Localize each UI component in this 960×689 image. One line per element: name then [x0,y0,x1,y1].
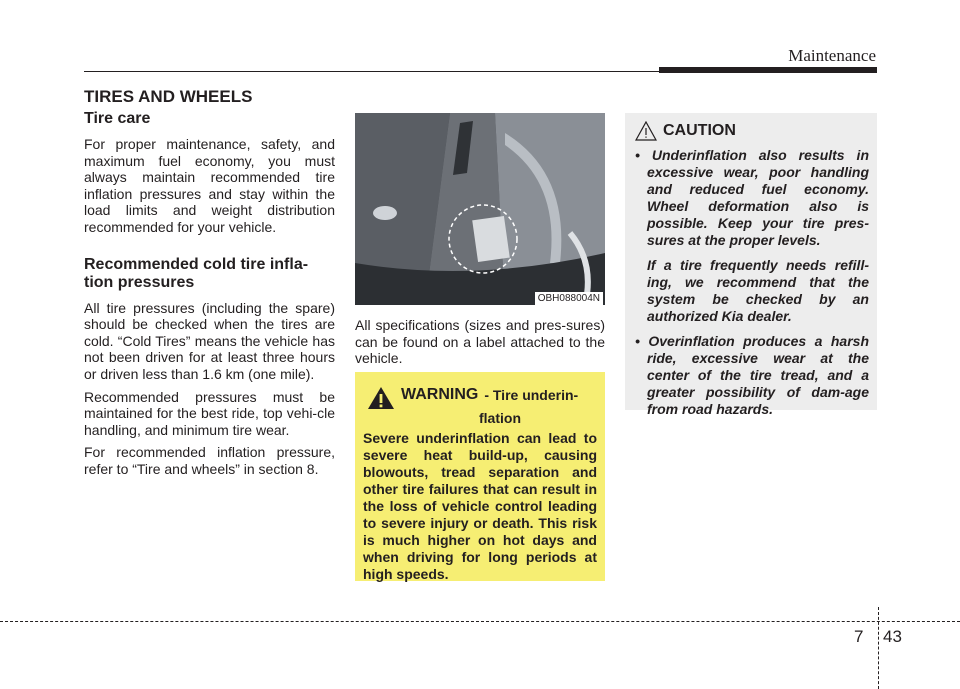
warning-box [355,372,605,581]
figure-caption: OBH088004N [535,292,603,305]
tire-care-heading: Tire care [84,110,151,127]
footer-rule [0,621,960,622]
warning-subtitle-line2: flation [479,410,521,426]
warning-body: Severe underinflation can lead to severe heat build-up, causing blowouts, tread separation and other tire failures that can result in the loss of vehicle control leading to severe injury or death. This risk is much higher on hot days and when driving for long periods at high speeds. [363,430,597,582]
cold-pressure-paragraph-1: All tire pressures (including the spare) should be checked when the tires are cold. “Cold Tires” means the vehicle has not been driven for at least three hours or driven less than 1.6 km (one mile). [84,299,335,382]
section-title: TIRES AND WHEELS [84,87,253,106]
warning-subtitle-line1: - Tire underin- [484,387,579,403]
tire-care-paragraph: For proper maintenance, safety, and maximum fuel economy, you must always maintain recommended tire inflation pressures and stay within the load limits and weight distribution recommended for your vehicle. [84,136,335,235]
left-column [84,110,335,484]
cold-pressure-heading [84,256,335,292]
header-title: Maintenance [788,46,876,65]
footer-divider [878,607,879,689]
warning-title: WARNING [401,386,479,403]
caution-box [625,113,877,417]
caution-item-underinflation: • Underinflation also results in excessive wear, poor handling and reduced fuel economy. Wheel deformation also is possible. Keep your tire pres-sures at the proper levels. [635,147,869,248]
warning-triangle-icon [367,386,395,410]
chapter-number: 7 [854,627,864,646]
header-rule [84,71,659,72]
caution-item-overinflation: • Overinflation produces a harsh ride, excessive wear at the center of the tire tread, and a greater possibility of dam-age from road hazards. [635,333,869,417]
page-number: 43 [883,627,902,646]
cold-pressure-heading-line2: tion pressures [84,273,195,291]
header-rule-thick [659,67,877,73]
cold-pressure-paragraph-2: Recommended pressures must be maintained for the best ride, top vehi-cle handling, and minimum tire wear. [84,388,335,438]
caution-item-refill: If a tire frequently needs refill-ing, we recommend that the system be checked by an authorized Kia dealer. [647,257,869,324]
caution-title: CAUTION [663,122,736,139]
caution-header [635,121,869,141]
warning-header [363,386,597,410]
cold-pressure-heading-line1: Recommended cold tire infla- [84,255,309,273]
specifications-paragraph: All specifications (sizes and pres-sures) can be found on a label attached to the vehicle. [355,317,605,367]
door-jamb-illustration [355,113,605,305]
middle-column [355,113,605,373]
cold-pressure-paragraph-3: For recommended inflation pressure, refer to “Tire and wheels” in section 8. [84,444,335,477]
caution-triangle-icon [635,121,657,141]
tire-label-photo [355,113,605,305]
